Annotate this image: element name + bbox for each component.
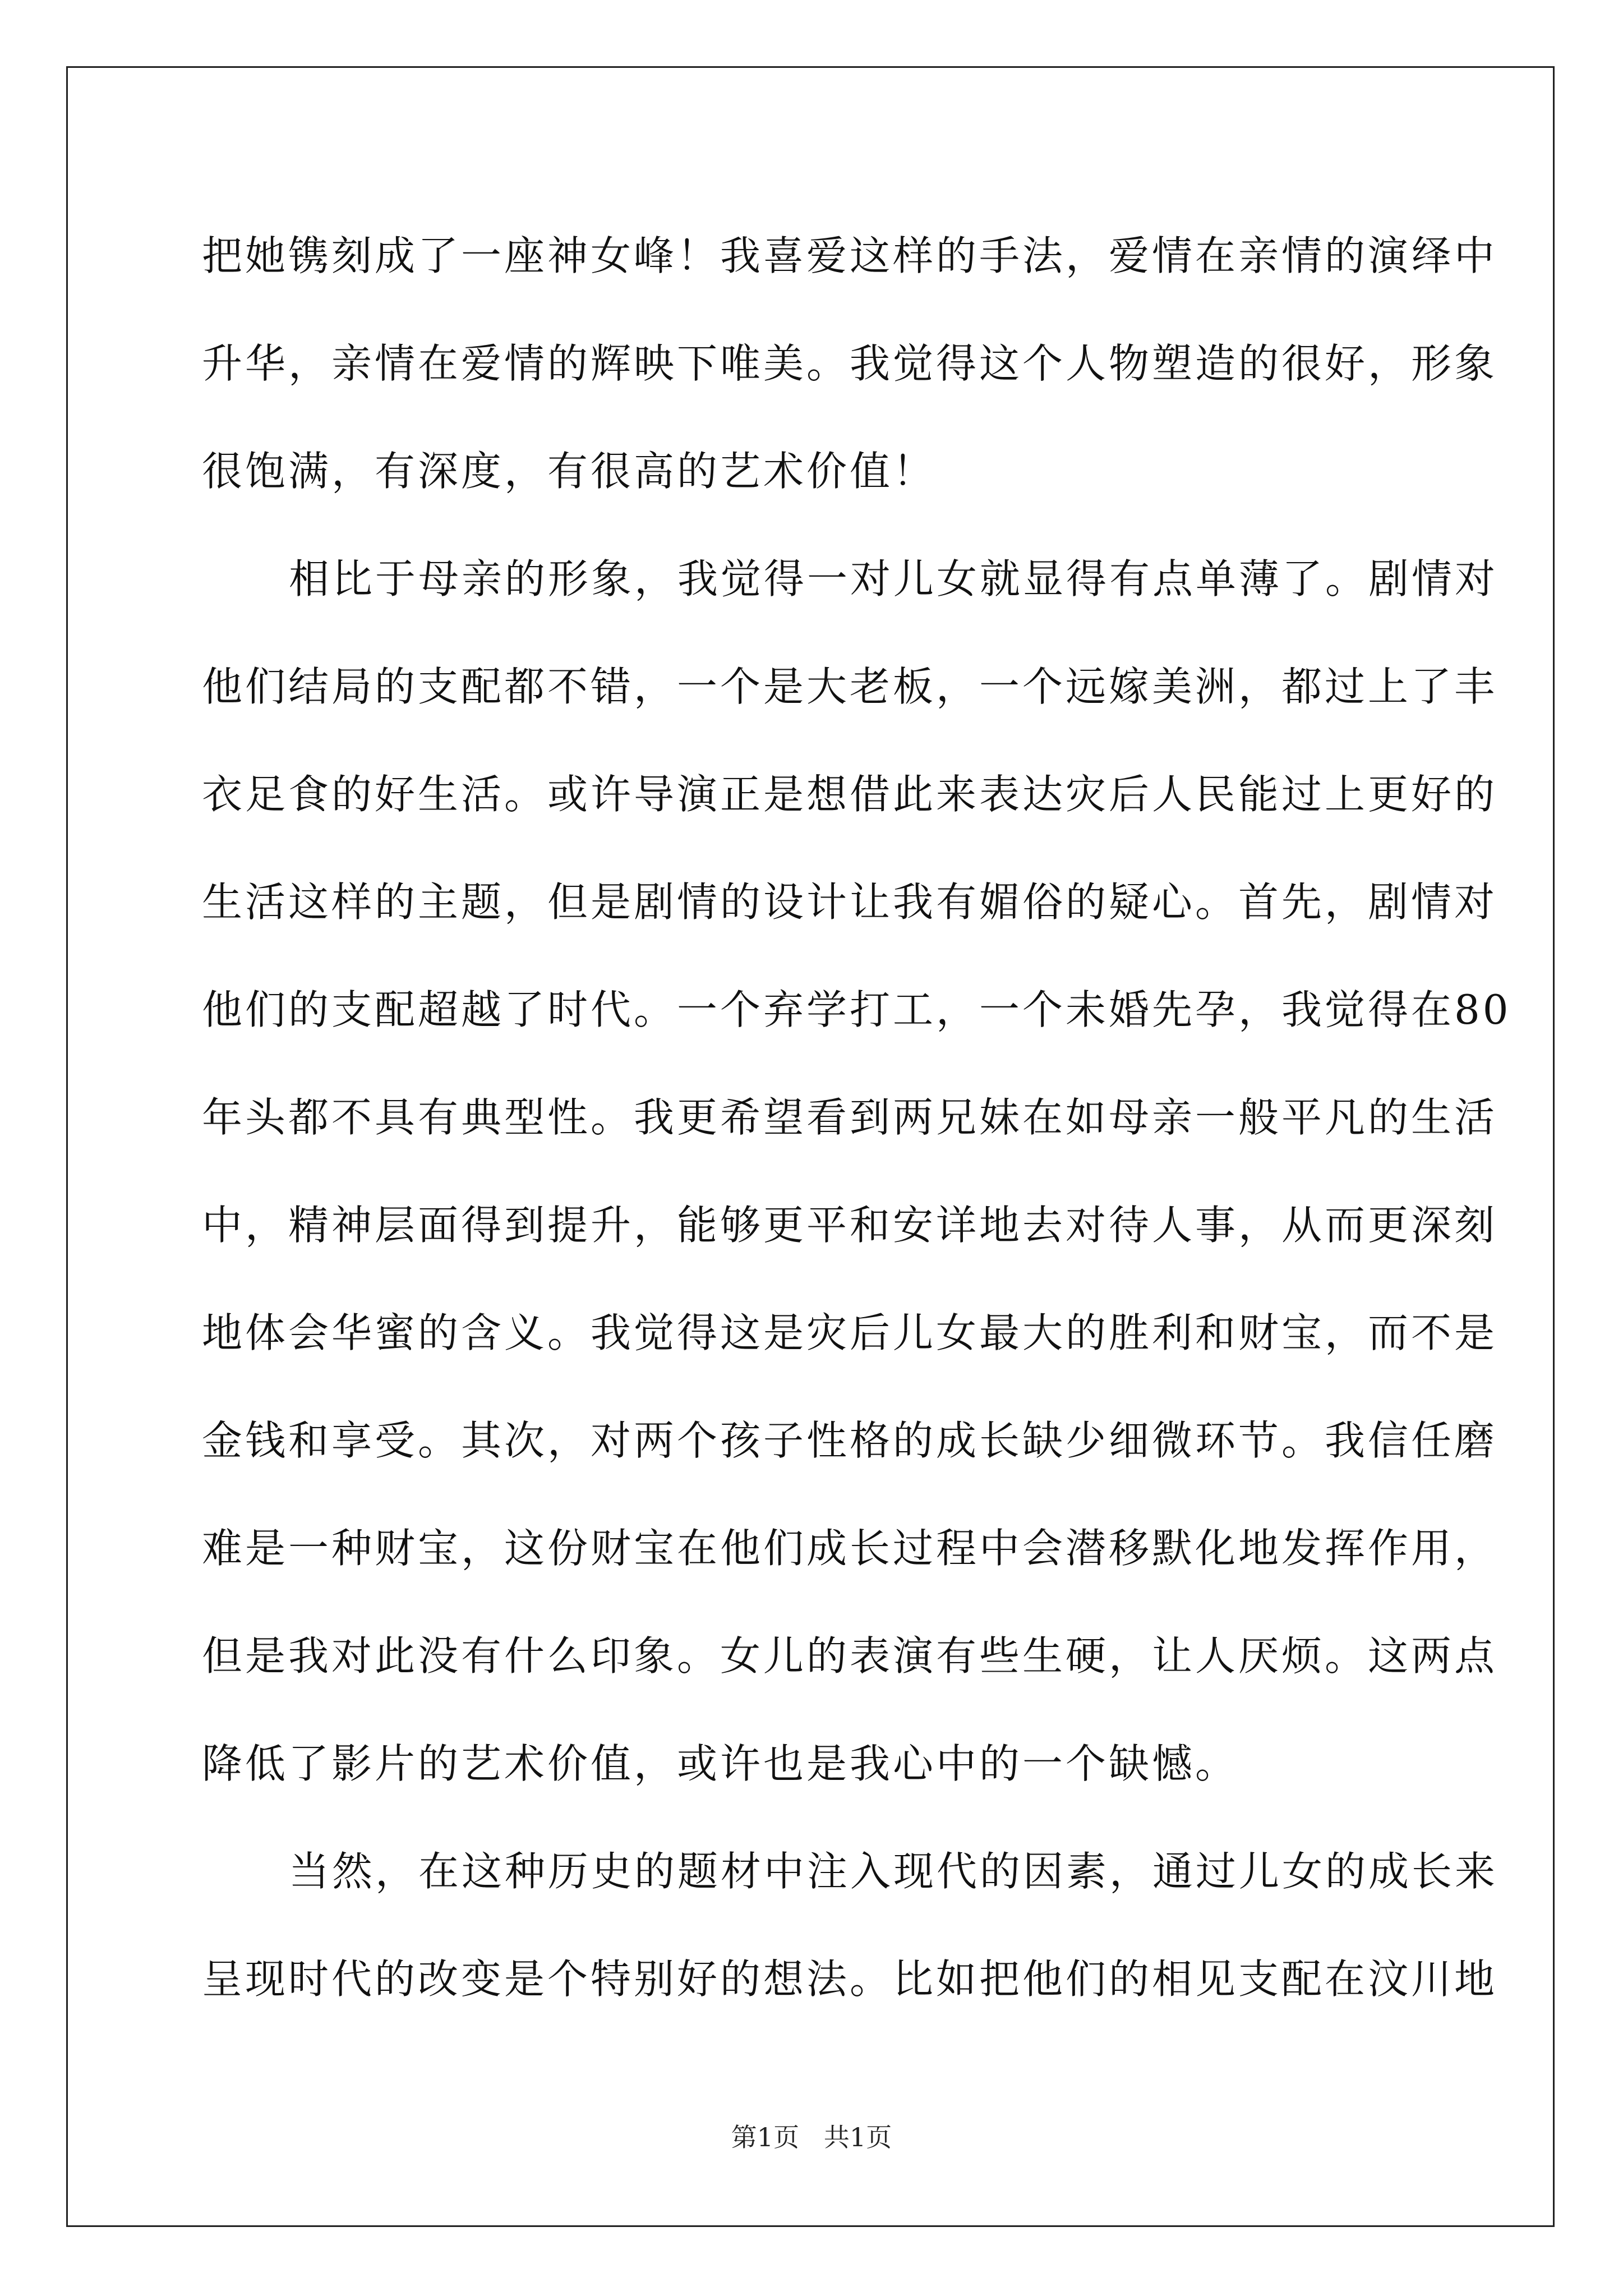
text-line: 衣足食的好生活。或许导演正是想借此来表达灾后人民能过上更好的 — [202, 771, 1498, 818]
text-line: 降低了影片的艺术价值，或许也是我心中的一个缺憾。 — [202, 1740, 1239, 1787]
text-line: 生活这样的主题，但是剧情的设计让我有媚俗的疑心。首先，剧情对 — [202, 878, 1498, 926]
text-line: 呈现时代的改变是个特别好的想法。比如把他们的相见支配在汶川地 — [202, 1955, 1498, 2003]
text-line: 他们的支配超越了时代。一个弃学打工，一个未婚先孕，我觉得在80 — [202, 986, 1511, 1033]
text-line: 难是一种财宝，这份财宝在他们成长过程中会潜移默化地发挥作用， — [202, 1525, 1498, 1572]
text-line: 很饱满，有深度，有很高的艺术价值！ — [202, 448, 937, 495]
text-line: 他们结局的支配都不错，一个是大老板，一个远嫁美洲，都过上了丰 — [202, 663, 1498, 710]
text-line: 相比于母亲的形象，我觉得一对儿女就显得有点单薄了。剧情对 — [289, 555, 1498, 602]
text-line: 当然，在这种历史的题材中注入现代的因素，通过儿女的成长来 — [289, 1848, 1498, 1895]
text-line: 升华，亲情在爱情的辉映下唯美。我觉得这个人物塑造的很好，形象 — [202, 340, 1498, 387]
text-line: 年头都不具有典型性。我更希望看到两兄妹在如母亲一般平凡的生活 — [202, 1094, 1498, 1141]
page-footer: 第1页 共1页 — [731, 2122, 892, 2152]
text-line: 但是我对此没有什么印象。女儿的表演有些生硬，让人厌烦。这两点 — [202, 1632, 1498, 1680]
text-line: 中，精神层面得到提升，能够更平和安详地去对待人事，从而更深刻 — [202, 1202, 1498, 1249]
text-line: 地体会华蜜的含义。我觉得这是灾后儿女最大的胜利和财宝，而不是 — [202, 1309, 1498, 1356]
text-line: 金钱和享受。其次，对两个孩子性格的成长缺少细微环节。我信任磨 — [202, 1417, 1498, 1464]
text-line: 把她镌刻成了一座神女峰！我喜爱这样的手法，爱情在亲情的演绎中 — [202, 232, 1498, 279]
document-body — [202, 202, 1511, 2033]
